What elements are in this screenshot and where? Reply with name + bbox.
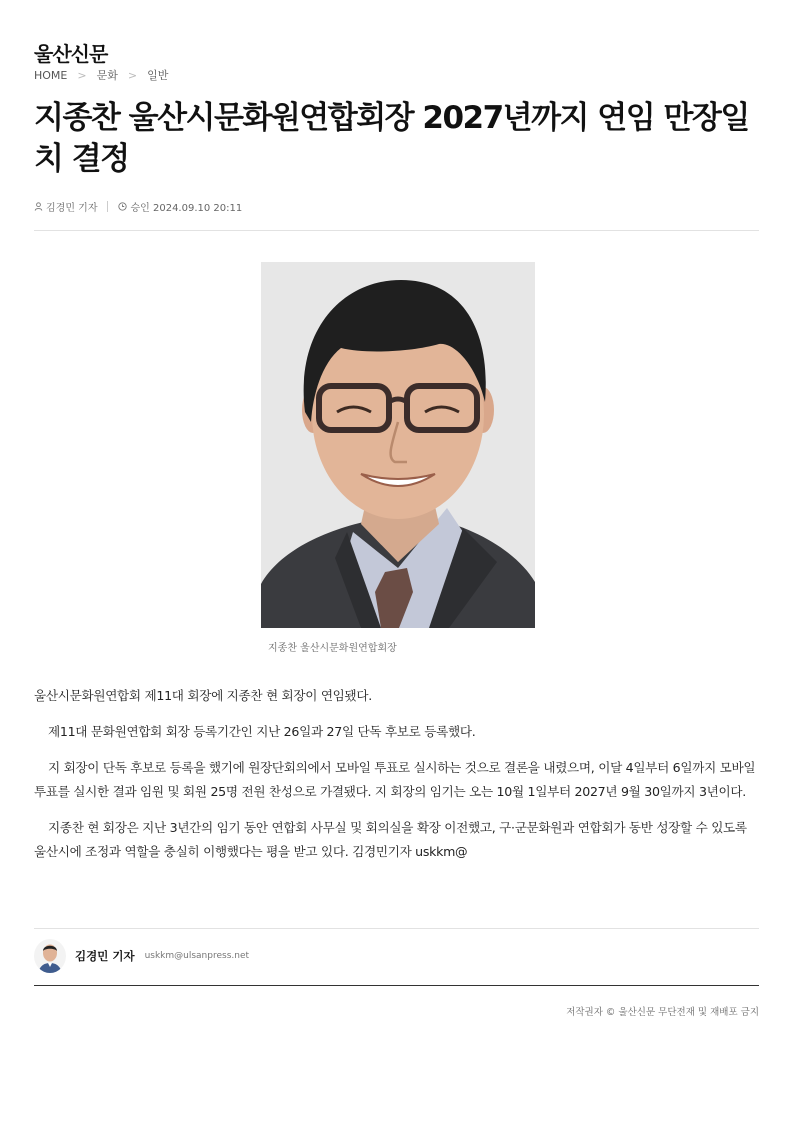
article-paragraph: 울산시문화원연합회 제11대 회장에 지종찬 현 회장이 연임됐다. bbox=[34, 688, 372, 703]
article-title: 지종찬 울산시문화원연합회장 2027년까지 연임 만장일치 결정 bbox=[34, 100, 749, 177]
reporter-avatar[interactable] bbox=[34, 939, 66, 973]
divider bbox=[34, 985, 759, 986]
reporter-name[interactable]: 김경민 기자 bbox=[75, 949, 135, 963]
divider bbox=[34, 230, 759, 231]
copyright-notice: 저작권자 © 울산신문 무단전재 및 재배포 금지 bbox=[566, 1007, 759, 1018]
article-paragraph: 지 회장이 단독 후보로 등록을 했기에 원장단회의에서 모바일 투표로 실시하는 것으로 결론을 내렸으며, 이달 4일부터 6일까지 모바일 투표를 실시한 결과 임원 및 회원 25명 전원 찬성으로 가결됐다. 지 회장의 임기는 오는 10월 1일부터 2027년 9월 30일까지 3년이다. bbox=[34, 760, 756, 799]
article-paragraph: 제11대 문화원연합회 회장 등록기간인 지난 26일과 27일 단독 후보로 등록했다. bbox=[48, 724, 476, 739]
article-photo[interactable] bbox=[261, 262, 535, 628]
breadcrumb-subsection[interactable]: 일반 bbox=[147, 69, 169, 82]
article-paragraph: 지종찬 현 회장은 지난 3년간의 임기 동안 연합회 사무실 및 회의실을 확장 이전했고, 구·군문화원과 연합회가 동반 성장할 수 있도록 울산시에 조정과 역할을 충실히 이행했다는 평을 받고 있다. 김경민기자 uskkm@ bbox=[34, 820, 747, 859]
article-published: 승인 2024.09.10 20:11 bbox=[130, 203, 243, 214]
reporter-email[interactable]: uskkm@ulsanpress.net bbox=[144, 951, 250, 961]
clock-icon bbox=[118, 202, 127, 211]
article-meta bbox=[34, 199, 242, 214]
site-logo[interactable]: 울산신문 bbox=[34, 42, 108, 66]
article-body bbox=[34, 684, 759, 876]
meta-divider bbox=[107, 201, 108, 212]
reporter-box bbox=[34, 939, 249, 973]
breadcrumb-home[interactable]: HOME bbox=[34, 68, 68, 82]
divider bbox=[34, 928, 759, 929]
breadcrumb bbox=[34, 67, 168, 83]
chevron-right-icon: > bbox=[127, 68, 138, 82]
breadcrumb-section[interactable]: 문화 bbox=[96, 69, 118, 82]
person-icon bbox=[34, 202, 43, 211]
photo-caption: 지종찬 울산시문화원연합회장 bbox=[268, 643, 397, 654]
chevron-right-icon: > bbox=[77, 68, 87, 82]
article-author: 김경민 기자 bbox=[46, 203, 98, 214]
